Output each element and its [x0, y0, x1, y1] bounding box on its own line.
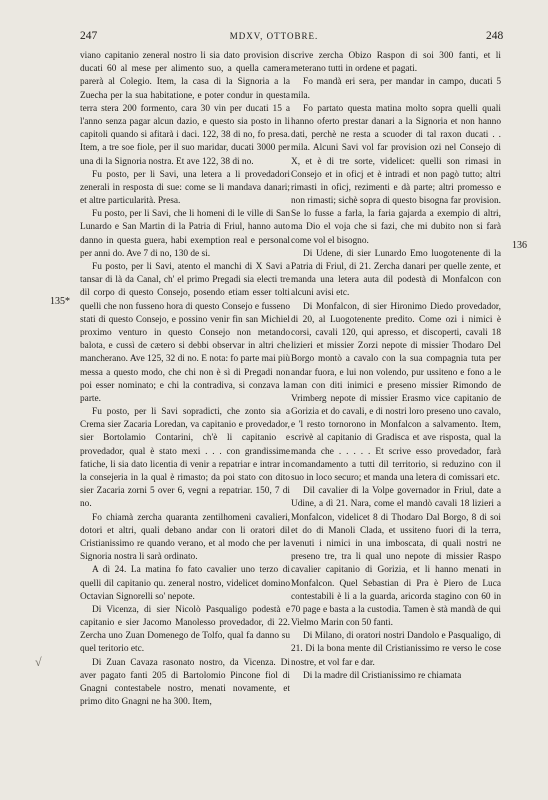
paragraph: Di la madre dil Cristianissimo re chiamata: [303, 670, 462, 681]
right-column: [291, 50, 501, 683]
margin-check-mark: √: [35, 655, 42, 669]
paragraph: Di Vicenza, di sier Nicolò Pasqualigo podestà e capitanio e sier Jacomo Manolesso provedador, di 22. Zercha uno Zuan Domenego de Tolfo, qual fa danno su quel teritorio etc.: [80, 604, 290, 655]
paragraph: viano capitanio zeneral nostro li sia dato provision di ducati 60 al mese per alimento suo, a quella camera parerà al Colegio. Item, la casa di la Signoria a la Zuecha per la sua habitatione, e poter condur in questa terra stera 200 formento, cara 30 vin per ducati 15 a l'anno senza pagar alcun dazio, e questo sia posto in li capitoli quando si afitarà i daci. 122, 38 di no, fo presa. Item, a tre soe fiole, per il suo maridar, ducati 3000 per una di la Signoria nostra. Et ave 122, 38 di no.: [80, 51, 290, 167]
paragraph: Fo mandà eri sera, per mandar in campo, ducati 5 mila.: [291, 77, 501, 101]
page-number-left: 247: [80, 30, 98, 42]
paragraph: Di Udene, di sier Lunardo Emo luogotenente di la Patria di Friul, di 21. Zercha danari per quelle zente, et manda una letera auta dil podestà di Monfalcon con alcuni avisi etc.: [291, 248, 501, 299]
margin-number-left: 135*: [50, 296, 70, 307]
paragraph: Dil cavalier di la Volpe governador in Friul, date a Udine, a dì 21. Nara, come el mandò cavali 18 lizieri a Monfalcon, videlicet 8 di Thodaro Dal Borgo, 8 di soi et do di Manoli Clada, et ussiteno fuori di la terra, venuti i nimici in una imboscata, di quali nostri ne preseno tre, tra li qual uno nepote di missier Raspo cavalier capitanio di Gorizia, et li hanno menati in Monfalcon. Quel Sebastian di Pra è Piero de Luca contestabili è li a la guarda, aricorda stagino con 60 in 70 page e basta a la custodia. Tamen è stà mandà de qui Vielmo Marin con 50 fanti.: [291, 486, 501, 629]
running-title: MDXV, OTTOBRE.: [229, 31, 319, 41]
paragraph: scrive zercha Obizo Raspon di soi 300 fanti, et li meterano tutti in ordene et pagati.: [291, 51, 501, 75]
paragraph: Di Milano, di oratori nostri Dandolo e Pasqualigo, di 21. Di la bona mente dil Cristianissimo re verso le cose nostre, et vol far e dar.: [291, 631, 501, 668]
paragraph: Fu posto, per li Savi sopradicti, che zonto sia a Crema sier Zacaria Loredan, va capitanio e provedador, sier Bortolamio Contarini, ch'è li capitanio e provedador, qual è stato mexi . . . con grandissime fatiche, li sia dato licentia di venir a repatriar e intrar in la consejeria in la qual è rimasto; da poi stato con dito sier Zacaria zorni 5 over 6, vegni a repatriar. 150, 7 di no.: [80, 407, 290, 510]
page-number-right: 248: [486, 30, 504, 42]
paragraph: Fu posto, per li Savi, una letera a li provedadori zenerali in resposta di sue: come se li mandava danari; et altre particularità. Presa.: [80, 169, 290, 207]
paragraph: Fo partato questa matina molto sopra quelli quali hanno oferto prestar danari a la Signoria et non hanno dati, perchè ne resta a scuoder di tal raxon ducati . . mila. Alcuni Savi vol far provision ozi nel Consejo di X, et è di tre sorte, videlicet: quelli son rimasi in Consejo et in oficj et è intradi et non pagò tutto; altri rimasti in oficj, rezimenti e dà parte; altri promesso e non rimasti; sichè sopra di questo bisogna far provision. Se lo fusse a farla, la faria gajarda a exempio di altri, ma Dio el voja che si fazi, che mi dubito non si farà come vol el bisogno.: [291, 103, 501, 246]
paragraph: Di Zuan Cavaza rasonato nostro, da Vicenza. Di aver pagato fanti 205 di Bartolomio Pincone fiol di Gnagni contestabele nostro, menati novamente, et primo dito Gnagni ne ha 300. Item,: [80, 657, 290, 708]
paragraph: Fo chiamà zercha quaranta zentilhomeni cavalieri, dotori et altri, quali debano andar con li oratori dil Cristianissimo re quando verano, et al modo che per la Signoria nostra li sarà ordinato.: [80, 512, 290, 563]
paragraph: Di Monfalcon, di sier Hironimo Diedo provedador, di 20, al Luogotenente predito. Come ozi i nimici è corsi, cavali 120, qui apresso, et discoperti, cavali 18 lizieri et missier Zorzi nepote di missier Thodaro Del Borgo montò a cavalo con la sua compagnia tuta per andar fuora, e lui non volendo, pur ussiteno e fono a le man con diti inimici e preseno missier Rimondo de Vrimberg nepote di missier Erasmo vice capitanio de Gorizia et do cavali, e di nostri loro preseno uno cavalo, e 'l resto tornorono in Monfalcon a salvamento. Item, scrivè al capitanio di Gradisca et ave risposta, qual la manda che . . . . . Et scrive esso provedador, farà comandamento a tutti dil territorio, si reduzino con il suo in loco securo; et manda una letera di comissari etc.: [291, 301, 501, 483]
page-header: [0, 30, 548, 46]
paragraph: Fu posto, per li Savi, atento el manchi di X Savi a tansar di là da Canal, ch' el primo Pregadi sia electi tre dil corpo di questo Consejo, posendo etiam esser tolti quelli che non fusseno hora di questo Consejo e fusseno stati di questo Consejo, e possino venir fin san Michiel proximo venturo in questo Consejo non metando balota, e cussì de cætero si debbi observar in altri che mancherano. Ave 125, 32 di no. E nota: fo parte mai più messa a questo modo, che chi non è sì di Pregadi non poi esser nominato; e chi la contradiva, si conzava la parte.: [80, 262, 290, 404]
paragraph: A dì 24. La matina fo fato cavalier uno terzo di quelli dil capitanio qu. zeneral nostro, videlicet domino Octavian Signorelli so' nepote.: [80, 565, 290, 602]
margin-number-right: 136: [512, 240, 527, 251]
paragraph: Fu posto, per li Savi, che li homeni di le ville di San Lunardo e San Martin di la Patria di Friul, hanno auto danno in questa guera, habi exemption real e personal per anni do. Ave 7 di no, 130 de si.: [80, 209, 290, 259]
left-column: [80, 50, 290, 709]
